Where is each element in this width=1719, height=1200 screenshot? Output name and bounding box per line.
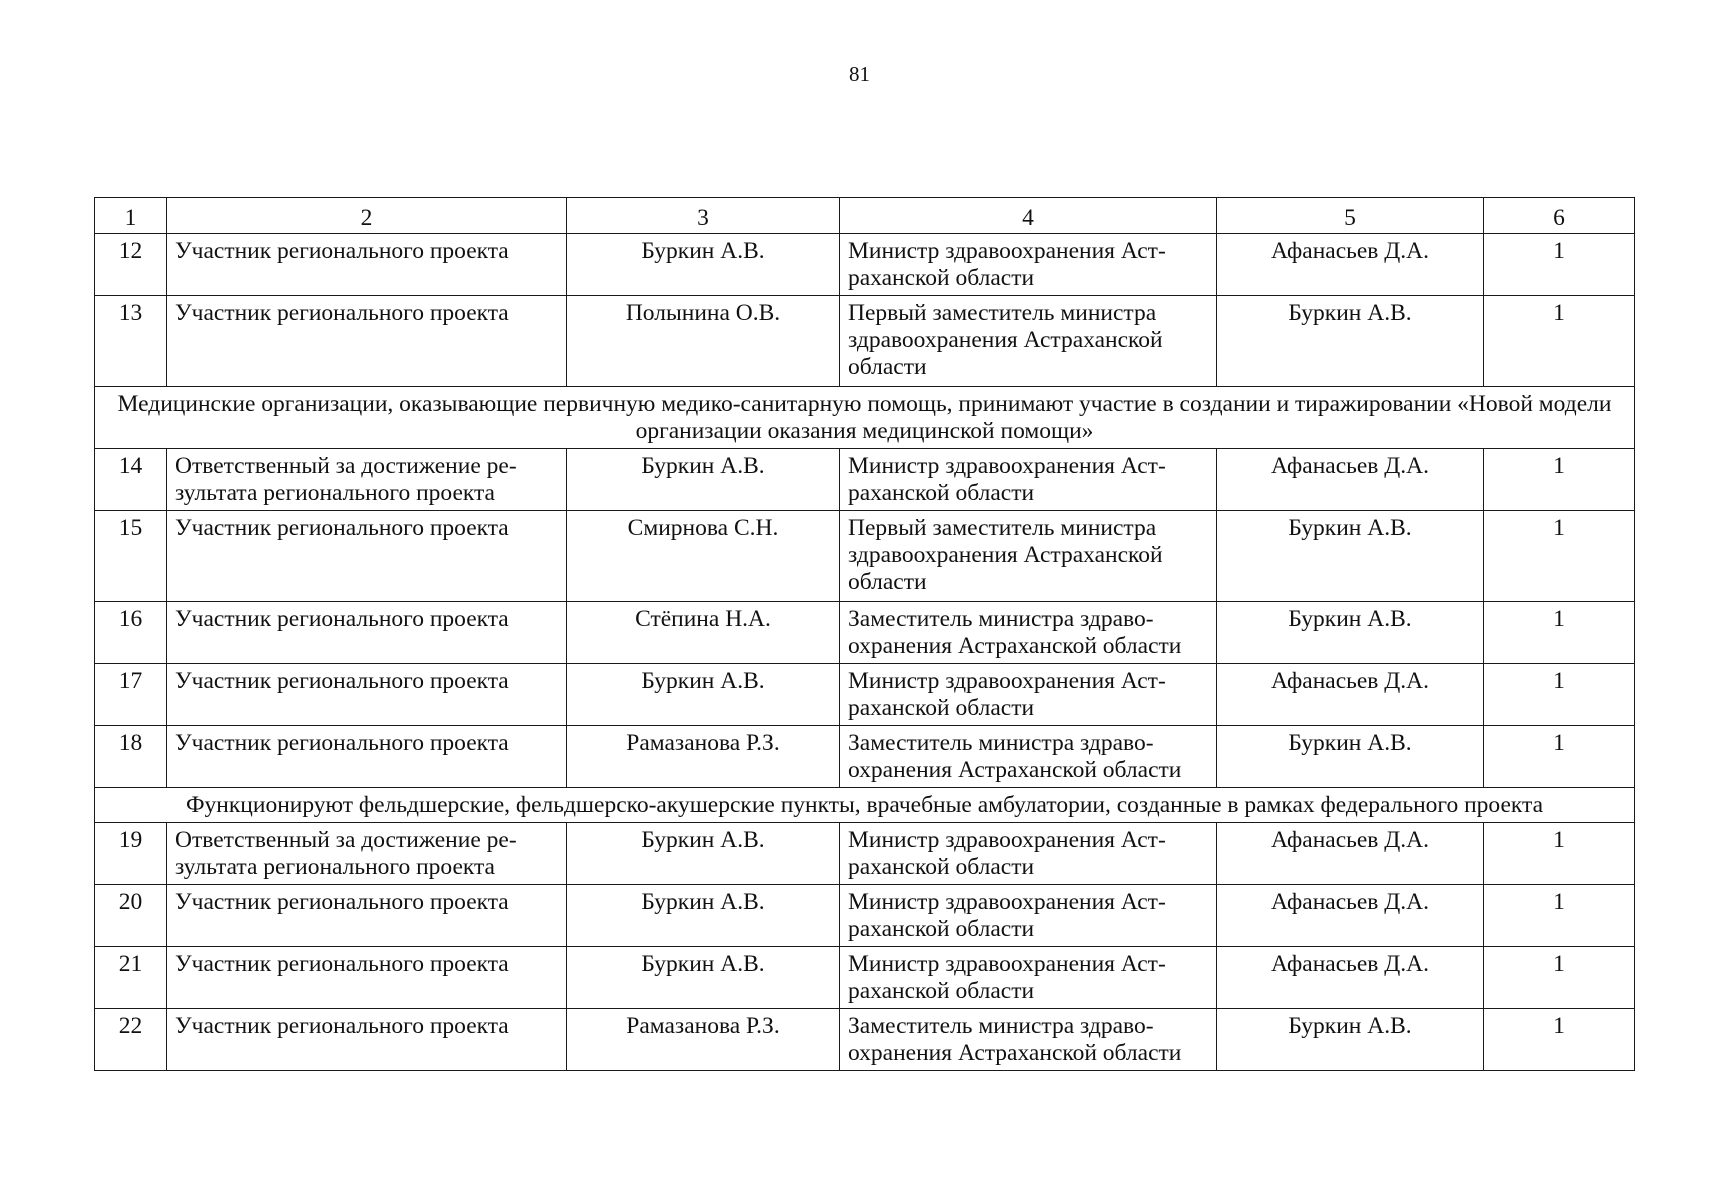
row-number-cell: 15 (95, 511, 167, 602)
position-cell: Министр здравоохранения Аст-раханской области (840, 664, 1217, 726)
supervisor-cell: Буркин А.В. (1217, 511, 1484, 602)
section-heading: Медицинские организации, оказывающие первичную медико-санитарную помощь, принимают участие в создании и тиражировании «Новой модели организации оказания медицинской помощи» (95, 387, 1635, 449)
table-row (95, 602, 1635, 664)
row-number-cell: 14 (95, 449, 167, 511)
table-row (95, 234, 1635, 296)
column-header-2: 2 (167, 198, 567, 234)
position-cell: Заместитель министра здраво-охранения Астраханской области (840, 602, 1217, 664)
row-number-cell: 12 (95, 234, 167, 296)
person-name-cell: Буркин А.В. (567, 823, 840, 885)
person-name-cell: Буркин А.В. (567, 449, 840, 511)
person-name-cell: Буркин А.В. (567, 885, 840, 947)
role-cell: Участник регионального проекта (167, 511, 567, 602)
workload-cell: 1 (1484, 1009, 1635, 1071)
position-cell: Первый заместитель министра здравоохранения Астраханской области (840, 511, 1217, 602)
workload-cell: 1 (1484, 664, 1635, 726)
person-name-cell: Полынина О.В. (567, 296, 840, 387)
supervisor-cell: Буркин А.В. (1217, 1009, 1484, 1071)
position-cell: Министр здравоохранения Аст-раханской области (840, 885, 1217, 947)
workload-cell: 1 (1484, 511, 1635, 602)
row-number-cell: 16 (95, 602, 167, 664)
role-cell: Участник регионального проекта (167, 296, 567, 387)
workload-cell: 1 (1484, 885, 1635, 947)
table-header-row (95, 198, 1635, 234)
position-cell: Министр здравоохранения Аст-раханской области (840, 234, 1217, 296)
supervisor-cell: Буркин А.В. (1217, 602, 1484, 664)
workload-cell: 1 (1484, 296, 1635, 387)
position-cell: Заместитель министра здраво-охранения Астраханской области (840, 726, 1217, 788)
row-number-cell: 17 (95, 664, 167, 726)
supervisor-cell: Афанасьев Д.А. (1217, 947, 1484, 1009)
column-header-5: 5 (1217, 198, 1484, 234)
supervisor-cell: Буркин А.В. (1217, 296, 1484, 387)
supervisor-cell: Буркин А.В. (1217, 726, 1484, 788)
role-cell: Участник регионального проекта (167, 664, 567, 726)
section-heading: Функционируют фельдшерские, фельдшерско-акушерские пункты, врачебные амбулатории, созданные в рамках федерального проекта (95, 788, 1635, 823)
row-number-cell: 21 (95, 947, 167, 1009)
person-name-cell: Буркин А.В. (567, 664, 840, 726)
supervisor-cell: Афанасьев Д.А. (1217, 885, 1484, 947)
person-name-cell: Рамазанова Р.З. (567, 1009, 840, 1071)
position-cell: Министр здравоохранения Аст-раханской области (840, 449, 1217, 511)
column-header-3: 3 (567, 198, 840, 234)
workload-cell: 1 (1484, 602, 1635, 664)
row-number-cell: 19 (95, 823, 167, 885)
position-cell: Первый заместитель министра здравоохранения Астраханской области (840, 296, 1217, 387)
row-number-cell: 18 (95, 726, 167, 788)
supervisor-cell: Афанасьев Д.А. (1217, 449, 1484, 511)
person-name-cell: Буркин А.В. (567, 947, 840, 1009)
workload-cell: 1 (1484, 947, 1635, 1009)
supervisor-cell: Афанасьев Д.А. (1217, 234, 1484, 296)
table-row (95, 1009, 1635, 1071)
table-body (95, 198, 1635, 1071)
role-cell: Участник регионального проекта (167, 602, 567, 664)
role-cell: Участник регионального проекта (167, 234, 567, 296)
person-name-cell: Смирнова С.Н. (567, 511, 840, 602)
column-header-1: 1 (95, 198, 167, 234)
workload-cell: 1 (1484, 449, 1635, 511)
table-row (95, 511, 1635, 602)
position-cell: Министр здравоохранения Аст-раханской области (840, 947, 1217, 1009)
table-row (95, 726, 1635, 788)
table-row (95, 885, 1635, 947)
row-number-cell: 22 (95, 1009, 167, 1071)
table-row (95, 664, 1635, 726)
table-row (95, 947, 1635, 1009)
row-number-cell: 20 (95, 885, 167, 947)
person-name-cell: Буркин А.В. (567, 234, 840, 296)
workload-cell: 1 (1484, 823, 1635, 885)
supervisor-cell: Афанасьев Д.А. (1217, 664, 1484, 726)
role-cell: Участник регионального проекта (167, 885, 567, 947)
role-cell: Ответственный за достижение ре-зультата регионального проекта (167, 449, 567, 511)
position-cell: Министр здравоохранения Аст-раханской области (840, 823, 1217, 885)
supervisor-cell: Афанасьев Д.А. (1217, 823, 1484, 885)
assignment-table (94, 197, 1635, 1071)
column-header-6: 6 (1484, 198, 1635, 234)
workload-cell: 1 (1484, 234, 1635, 296)
column-header-4: 4 (840, 198, 1217, 234)
page-number: 81 (849, 62, 870, 86)
role-cell: Ответственный за достижение ре-зультата регионального проекта (167, 823, 567, 885)
section-heading-row (95, 788, 1635, 823)
row-number-cell: 13 (95, 296, 167, 387)
person-name-cell: Стёпина Н.А. (567, 602, 840, 664)
position-cell: Заместитель министра здраво-охранения Астраханской области (840, 1009, 1217, 1071)
table-row (95, 449, 1635, 511)
person-name-cell: Рамазанова Р.З. (567, 726, 840, 788)
role-cell: Участник регионального проекта (167, 726, 567, 788)
section-heading-row (95, 387, 1635, 449)
role-cell: Участник регионального проекта (167, 1009, 567, 1071)
role-cell: Участник регионального проекта (167, 947, 567, 1009)
table-row (95, 823, 1635, 885)
table-row (95, 296, 1635, 387)
workload-cell: 1 (1484, 726, 1635, 788)
